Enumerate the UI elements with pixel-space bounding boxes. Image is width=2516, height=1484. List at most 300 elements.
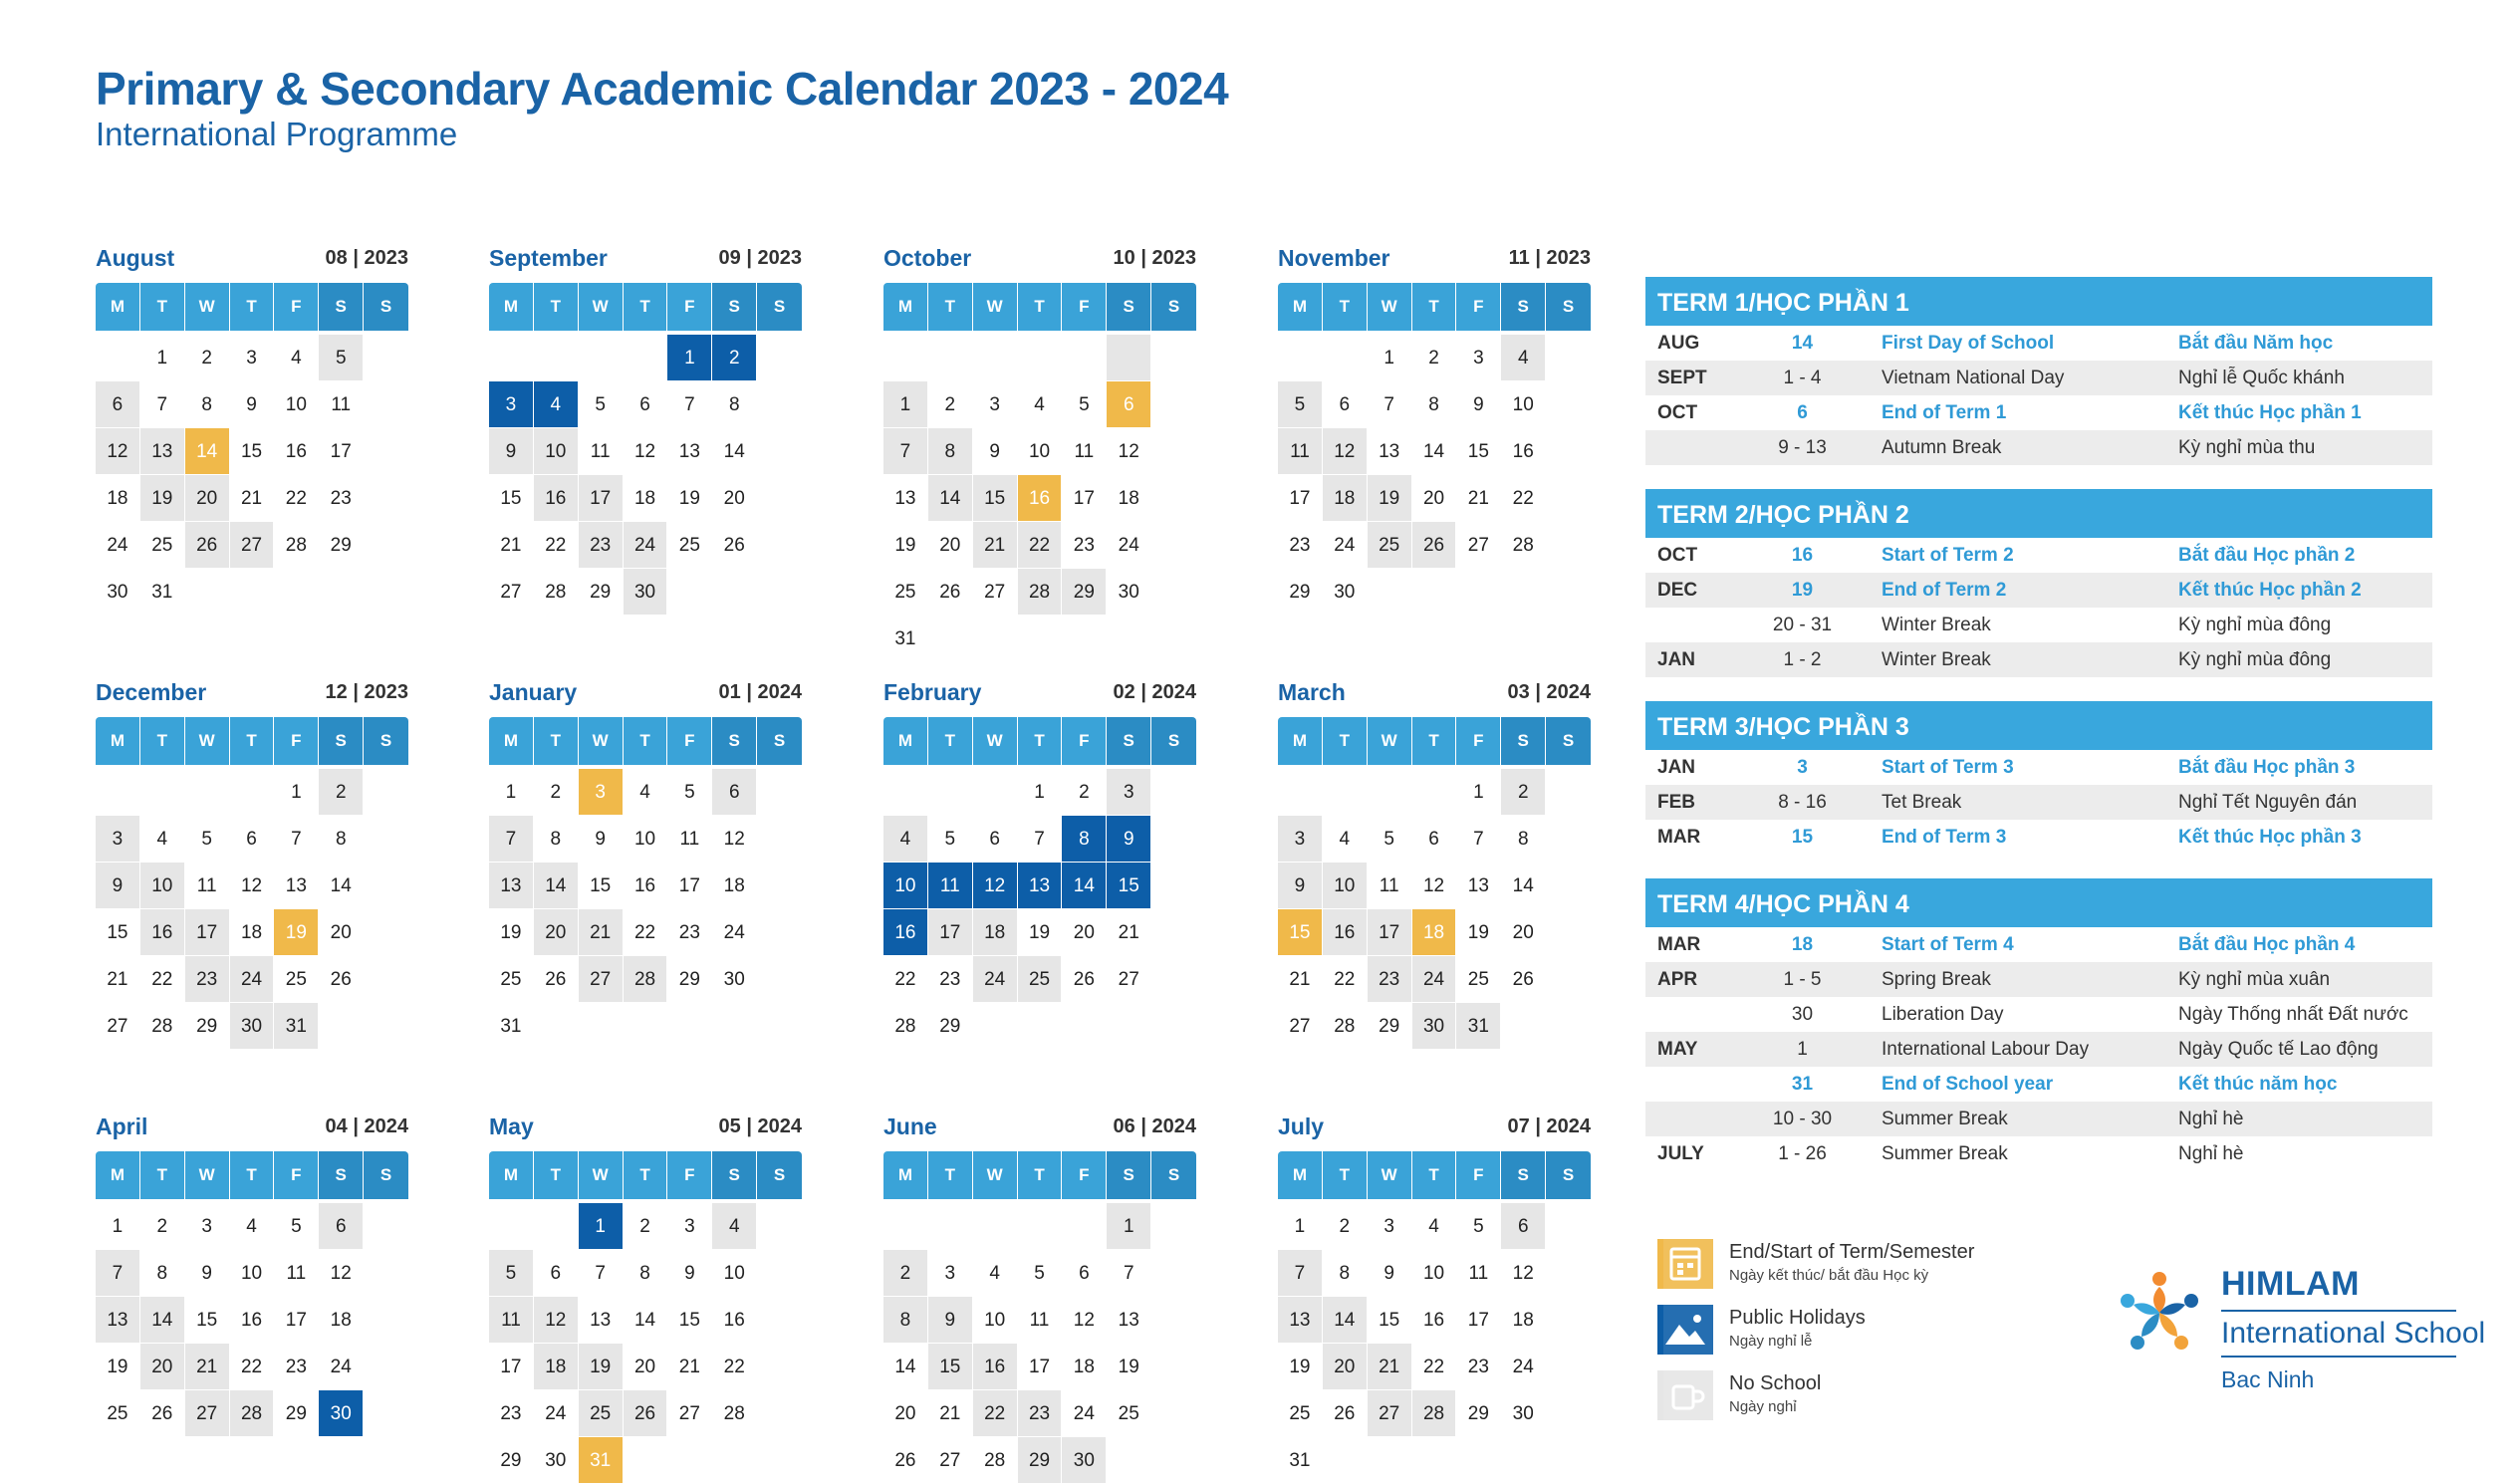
term-row bbox=[1645, 361, 2432, 395]
day-cell: 2 bbox=[319, 769, 364, 816]
weekday-label: M bbox=[96, 1151, 140, 1199]
day-cell: 16 bbox=[973, 1344, 1018, 1390]
month-header bbox=[489, 1112, 802, 1147]
day-cell: 30 bbox=[1107, 569, 1151, 616]
weekday-label: F bbox=[274, 717, 319, 765]
day-cell: 15 bbox=[579, 863, 624, 909]
day-cell: 14 bbox=[534, 863, 579, 909]
day-cell: 10 bbox=[624, 816, 668, 863]
day-cell: 18 bbox=[1501, 1297, 1546, 1344]
day-cell: 29 bbox=[274, 1390, 319, 1437]
day-cell: 7 bbox=[1018, 816, 1063, 863]
weekday-label: W bbox=[579, 717, 624, 765]
weekday-label: S bbox=[1151, 283, 1196, 331]
day-grid bbox=[489, 335, 802, 616]
term-section bbox=[1645, 701, 2432, 855]
day-cell: 21 bbox=[973, 522, 1018, 569]
day-cell: 11 bbox=[1368, 863, 1412, 909]
month-october bbox=[883, 243, 1196, 662]
weekday-label: T bbox=[928, 283, 973, 331]
day-cell: 24 bbox=[1412, 956, 1457, 1003]
weekday-label: T bbox=[1412, 283, 1457, 331]
month-june bbox=[883, 1112, 1196, 1484]
weekday-label: W bbox=[185, 1151, 230, 1199]
day-cell: 3 bbox=[579, 769, 624, 816]
day-grid bbox=[1278, 335, 1591, 616]
empty-cell bbox=[928, 769, 973, 816]
day-cell: 10 bbox=[1323, 863, 1368, 909]
day-cell: 9 bbox=[579, 816, 624, 863]
day-cell: 18 bbox=[624, 475, 668, 522]
day-cell: 24 bbox=[973, 956, 1018, 1003]
day-cell: 6 bbox=[1107, 381, 1151, 428]
day-cell: 7 bbox=[1368, 381, 1412, 428]
day-cell: 13 bbox=[489, 863, 534, 909]
day-cell: 27 bbox=[230, 522, 275, 569]
day-cell: 20 bbox=[624, 1344, 668, 1390]
day-cell: 14 bbox=[1062, 863, 1107, 909]
day-cell: 2 bbox=[928, 381, 973, 428]
day-cell: 15 bbox=[185, 1297, 230, 1344]
day-cell: 12 bbox=[973, 863, 1018, 909]
month-march bbox=[1278, 677, 1591, 1050]
term-row bbox=[1645, 326, 2432, 361]
weekday-label: F bbox=[1456, 283, 1501, 331]
day-cell: 6 bbox=[973, 816, 1018, 863]
term-event-vi: Nghỉ lễ Quốc khánh bbox=[2178, 368, 2345, 388]
empty-cell bbox=[1278, 769, 1323, 816]
day-cell: 5 bbox=[928, 816, 973, 863]
weekday-label: S bbox=[364, 717, 408, 765]
weekday-label: M bbox=[1278, 1151, 1323, 1199]
month-name: July bbox=[1278, 1113, 1325, 1139]
day-cell: 4 bbox=[140, 816, 185, 863]
day-cell: 25 bbox=[96, 1390, 140, 1437]
term-event-vi: Kết thúc Học phần 3 bbox=[2178, 827, 2362, 848]
weekday-label: S bbox=[319, 283, 364, 331]
term-month: MAY bbox=[1657, 1039, 1698, 1060]
day-cell: 4 bbox=[973, 1250, 1018, 1297]
term-date: 19 bbox=[1791, 580, 1814, 601]
term-event: End of School year bbox=[1882, 1074, 2054, 1095]
month-name: April bbox=[96, 1113, 148, 1139]
day-cell: 9 bbox=[96, 863, 140, 909]
day-cell: 23 bbox=[1062, 522, 1107, 569]
month-name: January bbox=[489, 679, 578, 705]
term-event-vi: Kỳ nghỉ mùa xuân bbox=[2178, 969, 2331, 990]
day-cell: 5 bbox=[1278, 381, 1323, 428]
day-cell: 29 bbox=[1368, 1003, 1412, 1050]
day-cell: 27 bbox=[579, 956, 624, 1003]
day-cell: 31 bbox=[274, 1003, 319, 1050]
day-cell: 9 bbox=[230, 381, 275, 428]
day-cell: 4 bbox=[712, 1203, 757, 1250]
empty-cell bbox=[928, 335, 973, 381]
day-cell: 19 bbox=[667, 475, 712, 522]
term-section bbox=[1645, 277, 2432, 465]
day-cell: 6 bbox=[1501, 1203, 1546, 1250]
weekday-label: F bbox=[1062, 283, 1107, 331]
day-cell: 26 bbox=[319, 956, 364, 1003]
day-cell: 11 bbox=[1062, 428, 1107, 475]
day-cell: 8 bbox=[319, 816, 364, 863]
day-cell: 18 bbox=[1107, 475, 1151, 522]
weekday-label: T bbox=[624, 717, 668, 765]
day-cell: 4 bbox=[274, 335, 319, 381]
month-july bbox=[1278, 1112, 1591, 1484]
term-month: OCT bbox=[1657, 545, 1698, 566]
term-event: Tet Break bbox=[1882, 792, 1962, 813]
term-month bbox=[1645, 1102, 1735, 1136]
day-cell: 6 bbox=[1412, 816, 1457, 863]
month-code: 06 | 2024 bbox=[1113, 1115, 1196, 1137]
weekday-label: F bbox=[667, 717, 712, 765]
day-cell: 28 bbox=[274, 522, 319, 569]
month-january bbox=[489, 677, 802, 1050]
term-month: DEC bbox=[1657, 580, 1698, 601]
day-cell: 23 bbox=[319, 475, 364, 522]
day-cell: 23 bbox=[1278, 522, 1323, 569]
term-row bbox=[1645, 430, 2432, 465]
day-cell: 22 bbox=[1412, 1344, 1457, 1390]
term-event: End of Term 1 bbox=[1882, 402, 2007, 423]
weekday-label: T bbox=[928, 717, 973, 765]
day-cell: 20 bbox=[319, 909, 364, 956]
day-cell: 2 bbox=[185, 335, 230, 381]
weekday-label: W bbox=[579, 1151, 624, 1199]
day-cell: 28 bbox=[140, 1003, 185, 1050]
day-cell: 13 bbox=[667, 428, 712, 475]
day-cell: 21 bbox=[579, 909, 624, 956]
term-event: Winter Break bbox=[1882, 649, 1991, 670]
weekday-label: W bbox=[1368, 1151, 1412, 1199]
day-cell: 17 bbox=[579, 475, 624, 522]
day-cell: 10 bbox=[140, 863, 185, 909]
term-row bbox=[1645, 608, 2432, 642]
day-cell: 12 bbox=[96, 428, 140, 475]
month-header bbox=[883, 243, 1196, 279]
empty-cell bbox=[883, 1203, 928, 1250]
day-cell: 16 bbox=[883, 909, 928, 956]
day-cell: 27 bbox=[489, 569, 534, 616]
day-cell: 29 bbox=[185, 1003, 230, 1050]
day-cell: 7 bbox=[667, 381, 712, 428]
day-cell: 13 bbox=[140, 428, 185, 475]
day-cell: 10 bbox=[1412, 1250, 1457, 1297]
day-cell: 14 bbox=[712, 428, 757, 475]
day-cell: 27 bbox=[667, 1390, 712, 1437]
logo-city: Bac Ninh bbox=[2221, 1366, 2315, 1392]
day-cell: 25 bbox=[489, 956, 534, 1003]
day-cell: 6 bbox=[534, 1250, 579, 1297]
day-cell: 5 bbox=[579, 381, 624, 428]
term-title: TERM 2/HỌC PHẦN 2 bbox=[1645, 489, 2432, 538]
day-cell: 3 bbox=[489, 381, 534, 428]
day-grid bbox=[1278, 1203, 1591, 1484]
day-cell: 12 bbox=[1062, 1297, 1107, 1344]
term-date: 1 bbox=[1797, 1039, 1808, 1060]
weekday-header bbox=[96, 717, 408, 765]
day-cell: 19 bbox=[883, 522, 928, 569]
day-cell: 7 bbox=[96, 1250, 140, 1297]
weekday-label: S bbox=[1107, 1151, 1151, 1199]
day-cell: 3 bbox=[185, 1203, 230, 1250]
day-cell: 22 bbox=[883, 956, 928, 1003]
day-cell: 11 bbox=[579, 428, 624, 475]
day-cell: 14 bbox=[185, 428, 230, 475]
day-cell: 6 bbox=[230, 816, 275, 863]
day-cell: 7 bbox=[883, 428, 928, 475]
term-event: International Labour Day bbox=[1882, 1039, 2090, 1060]
term-date: 6 bbox=[1797, 402, 1808, 423]
weekday-label: S bbox=[1546, 1151, 1591, 1199]
term-row bbox=[1645, 395, 2432, 430]
day-cell: 23 bbox=[579, 522, 624, 569]
day-cell: 21 bbox=[667, 1344, 712, 1390]
day-cell: 5 bbox=[667, 769, 712, 816]
weekday-label: S bbox=[1501, 283, 1546, 331]
term-event-vi: Bắt đầu Học phần 3 bbox=[2178, 757, 2356, 778]
day-cell: 30 bbox=[534, 1437, 579, 1484]
day-cell: 19 bbox=[274, 909, 319, 956]
term-date: 15 bbox=[1791, 827, 1814, 848]
day-cell: 4 bbox=[883, 816, 928, 863]
day-cell: 30 bbox=[1501, 1390, 1546, 1437]
term-event: End of Term 3 bbox=[1882, 827, 2007, 848]
term-date: 8 - 16 bbox=[1778, 792, 1827, 813]
empty-cell bbox=[1062, 1203, 1107, 1250]
day-cell: 8 bbox=[883, 1297, 928, 1344]
day-cell: 1 bbox=[96, 1203, 140, 1250]
weekday-label: F bbox=[1456, 1151, 1501, 1199]
page-subtitle: International Programme bbox=[96, 116, 458, 152]
logo-divider bbox=[2221, 1356, 2456, 1358]
day-cell: 6 bbox=[96, 381, 140, 428]
landscape-icon bbox=[1657, 1305, 1713, 1355]
day-cell: 8 bbox=[1062, 816, 1107, 863]
day-cell: 1 bbox=[489, 769, 534, 816]
term-title: TERM 3/HỌC PHẦN 3 bbox=[1645, 701, 2432, 750]
day-cell: 31 bbox=[489, 1003, 534, 1050]
month-name: October bbox=[883, 245, 972, 271]
term-event-vi: Nghỉ hè bbox=[2178, 1143, 2244, 1164]
day-cell: 7 bbox=[274, 816, 319, 863]
day-cell: 15 bbox=[928, 1344, 973, 1390]
weekday-label: S bbox=[757, 717, 802, 765]
day-cell: 8 bbox=[1501, 816, 1546, 863]
weekday-label: F bbox=[667, 1151, 712, 1199]
month-header bbox=[489, 677, 802, 713]
day-cell: 22 bbox=[230, 1344, 275, 1390]
empty-cell bbox=[230, 769, 275, 816]
day-cell: 22 bbox=[1501, 475, 1546, 522]
day-cell: 16 bbox=[1323, 909, 1368, 956]
day-cell: 23 bbox=[185, 956, 230, 1003]
logo-divider bbox=[2221, 1310, 2456, 1312]
day-cell: 27 bbox=[1107, 956, 1151, 1003]
weekday-label: T bbox=[1412, 717, 1457, 765]
legend-subtitle: Ngày nghỉ lễ bbox=[1729, 1333, 1813, 1350]
day-cell: 29 bbox=[579, 569, 624, 616]
day-cell: 30 bbox=[230, 1003, 275, 1050]
term-event: Liberation Day bbox=[1882, 1004, 2004, 1025]
month-code: 04 | 2024 bbox=[325, 1115, 408, 1137]
day-cell: 5 bbox=[274, 1203, 319, 1250]
empty-cell bbox=[1323, 769, 1368, 816]
coffee-icon bbox=[1657, 1370, 1713, 1420]
day-grid bbox=[1278, 769, 1591, 1050]
empty-cell bbox=[973, 1203, 1018, 1250]
day-cell: 11 bbox=[1456, 1250, 1501, 1297]
day-cell: 28 bbox=[1501, 522, 1546, 569]
day-cell: 28 bbox=[883, 1003, 928, 1050]
term-date: 16 bbox=[1791, 545, 1814, 566]
day-cell: 26 bbox=[1501, 956, 1546, 1003]
day-cell: 20 bbox=[185, 475, 230, 522]
weekday-header bbox=[96, 283, 408, 331]
month-december bbox=[96, 677, 408, 1050]
day-cell: 17 bbox=[489, 1344, 534, 1390]
term-date: 10 - 30 bbox=[1772, 1109, 1833, 1129]
day-cell: 17 bbox=[667, 863, 712, 909]
day-cell: 1 bbox=[1107, 1203, 1151, 1250]
day-cell: 25 bbox=[274, 956, 319, 1003]
empty-cell bbox=[928, 1203, 973, 1250]
month-code: 02 | 2024 bbox=[1113, 681, 1196, 703]
weekday-label: T bbox=[928, 1151, 973, 1199]
day-cell: 15 bbox=[96, 909, 140, 956]
day-cell: 2 bbox=[624, 1203, 668, 1250]
day-cell: 3 bbox=[1278, 816, 1323, 863]
weekday-label: S bbox=[1546, 283, 1591, 331]
weekday-label: T bbox=[534, 717, 579, 765]
day-cell: 5 bbox=[1018, 1250, 1063, 1297]
term-month: JAN bbox=[1657, 757, 1696, 778]
day-cell: 25 bbox=[140, 522, 185, 569]
day-cell: 19 bbox=[489, 909, 534, 956]
term-event: Vietnam National Day bbox=[1882, 368, 2065, 388]
day-cell: 20 bbox=[883, 1390, 928, 1437]
term-month: OCT bbox=[1657, 402, 1698, 423]
day-cell: 18 bbox=[534, 1344, 579, 1390]
day-cell: 25 bbox=[579, 1390, 624, 1437]
day-cell: 14 bbox=[319, 863, 364, 909]
day-cell: 3 bbox=[973, 381, 1018, 428]
month-header bbox=[489, 243, 802, 279]
day-cell: 18 bbox=[1062, 1344, 1107, 1390]
term-month: JAN bbox=[1657, 649, 1696, 670]
month-header bbox=[96, 1112, 408, 1147]
day-cell: 4 bbox=[1412, 1203, 1457, 1250]
day-cell: 5 bbox=[1368, 816, 1412, 863]
term-row bbox=[1645, 820, 2432, 855]
day-cell: 31 bbox=[1278, 1437, 1323, 1484]
term-date: 1 - 4 bbox=[1783, 368, 1822, 388]
day-cell: 22 bbox=[534, 522, 579, 569]
day-cell: 26 bbox=[928, 569, 973, 616]
legend-item bbox=[1657, 1370, 2076, 1436]
day-cell: 20 bbox=[1062, 909, 1107, 956]
day-grid bbox=[883, 1203, 1196, 1484]
day-cell: 1 bbox=[667, 335, 712, 381]
day-cell: 22 bbox=[1323, 956, 1368, 1003]
term-month: APR bbox=[1657, 969, 1698, 990]
day-cell: 20 bbox=[928, 522, 973, 569]
day-cell: 18 bbox=[973, 909, 1018, 956]
term-event-vi: Nghỉ hè bbox=[2178, 1109, 2244, 1129]
empty-cell bbox=[883, 769, 928, 816]
day-cell: 19 bbox=[1368, 475, 1412, 522]
weekday-label: M bbox=[96, 283, 140, 331]
day-cell: 21 bbox=[230, 475, 275, 522]
day-cell: 25 bbox=[883, 569, 928, 616]
day-cell: 27 bbox=[185, 1390, 230, 1437]
weekday-header bbox=[96, 1151, 408, 1199]
month-header bbox=[96, 243, 408, 279]
term-event-vi: Kỳ nghỉ mùa đông bbox=[2178, 615, 2332, 635]
term-event: Autumn Break bbox=[1882, 437, 2002, 458]
day-cell: 31 bbox=[1456, 1003, 1501, 1050]
term-date: 30 bbox=[1791, 1004, 1814, 1025]
day-cell: 30 bbox=[319, 1390, 364, 1437]
weekday-label: T bbox=[1018, 1151, 1063, 1199]
day-cell: 13 bbox=[1456, 863, 1501, 909]
day-cell: 2 bbox=[1323, 1203, 1368, 1250]
day-cell: 13 bbox=[1278, 1297, 1323, 1344]
month-name: November bbox=[1278, 245, 1390, 271]
weekday-header bbox=[883, 717, 1196, 765]
day-cell: 6 bbox=[1323, 381, 1368, 428]
day-cell: 12 bbox=[624, 428, 668, 475]
day-cell: 11 bbox=[667, 816, 712, 863]
month-code: 01 | 2024 bbox=[718, 681, 802, 703]
weekday-label: S bbox=[712, 1151, 757, 1199]
empty-cell bbox=[96, 335, 140, 381]
day-cell: 17 bbox=[1278, 475, 1323, 522]
empty-cell bbox=[1107, 335, 1151, 381]
weekday-label: T bbox=[230, 283, 275, 331]
day-cell: 24 bbox=[1107, 522, 1151, 569]
day-cell: 12 bbox=[230, 863, 275, 909]
day-cell: 20 bbox=[534, 909, 579, 956]
day-cell: 2 bbox=[1501, 769, 1546, 816]
day-cell: 4 bbox=[1501, 335, 1546, 381]
day-cell: 26 bbox=[1412, 522, 1457, 569]
day-cell: 12 bbox=[1107, 428, 1151, 475]
weekday-header bbox=[489, 1151, 802, 1199]
day-cell: 15 bbox=[489, 475, 534, 522]
logo-name: HIMLAM bbox=[2221, 1265, 2360, 1303]
weekday-label: S bbox=[1107, 283, 1151, 331]
weekday-label: F bbox=[1456, 717, 1501, 765]
day-cell: 17 bbox=[185, 909, 230, 956]
weekday-label: T bbox=[230, 717, 275, 765]
day-cell: 24 bbox=[319, 1344, 364, 1390]
legend-title: Public Holidays bbox=[1729, 1307, 1866, 1329]
day-cell: 27 bbox=[928, 1437, 973, 1484]
day-cell: 25 bbox=[1107, 1390, 1151, 1437]
day-cell: 27 bbox=[1456, 522, 1501, 569]
day-cell: 21 bbox=[96, 956, 140, 1003]
day-cell: 3 bbox=[1107, 769, 1151, 816]
empty-cell bbox=[140, 769, 185, 816]
day-cell: 2 bbox=[883, 1250, 928, 1297]
day-cell: 9 bbox=[489, 428, 534, 475]
day-cell: 14 bbox=[1323, 1297, 1368, 1344]
day-cell: 13 bbox=[579, 1297, 624, 1344]
term-event-vi: Ngày Quốc tế Lao động bbox=[2178, 1039, 2379, 1060]
day-cell: 28 bbox=[534, 569, 579, 616]
